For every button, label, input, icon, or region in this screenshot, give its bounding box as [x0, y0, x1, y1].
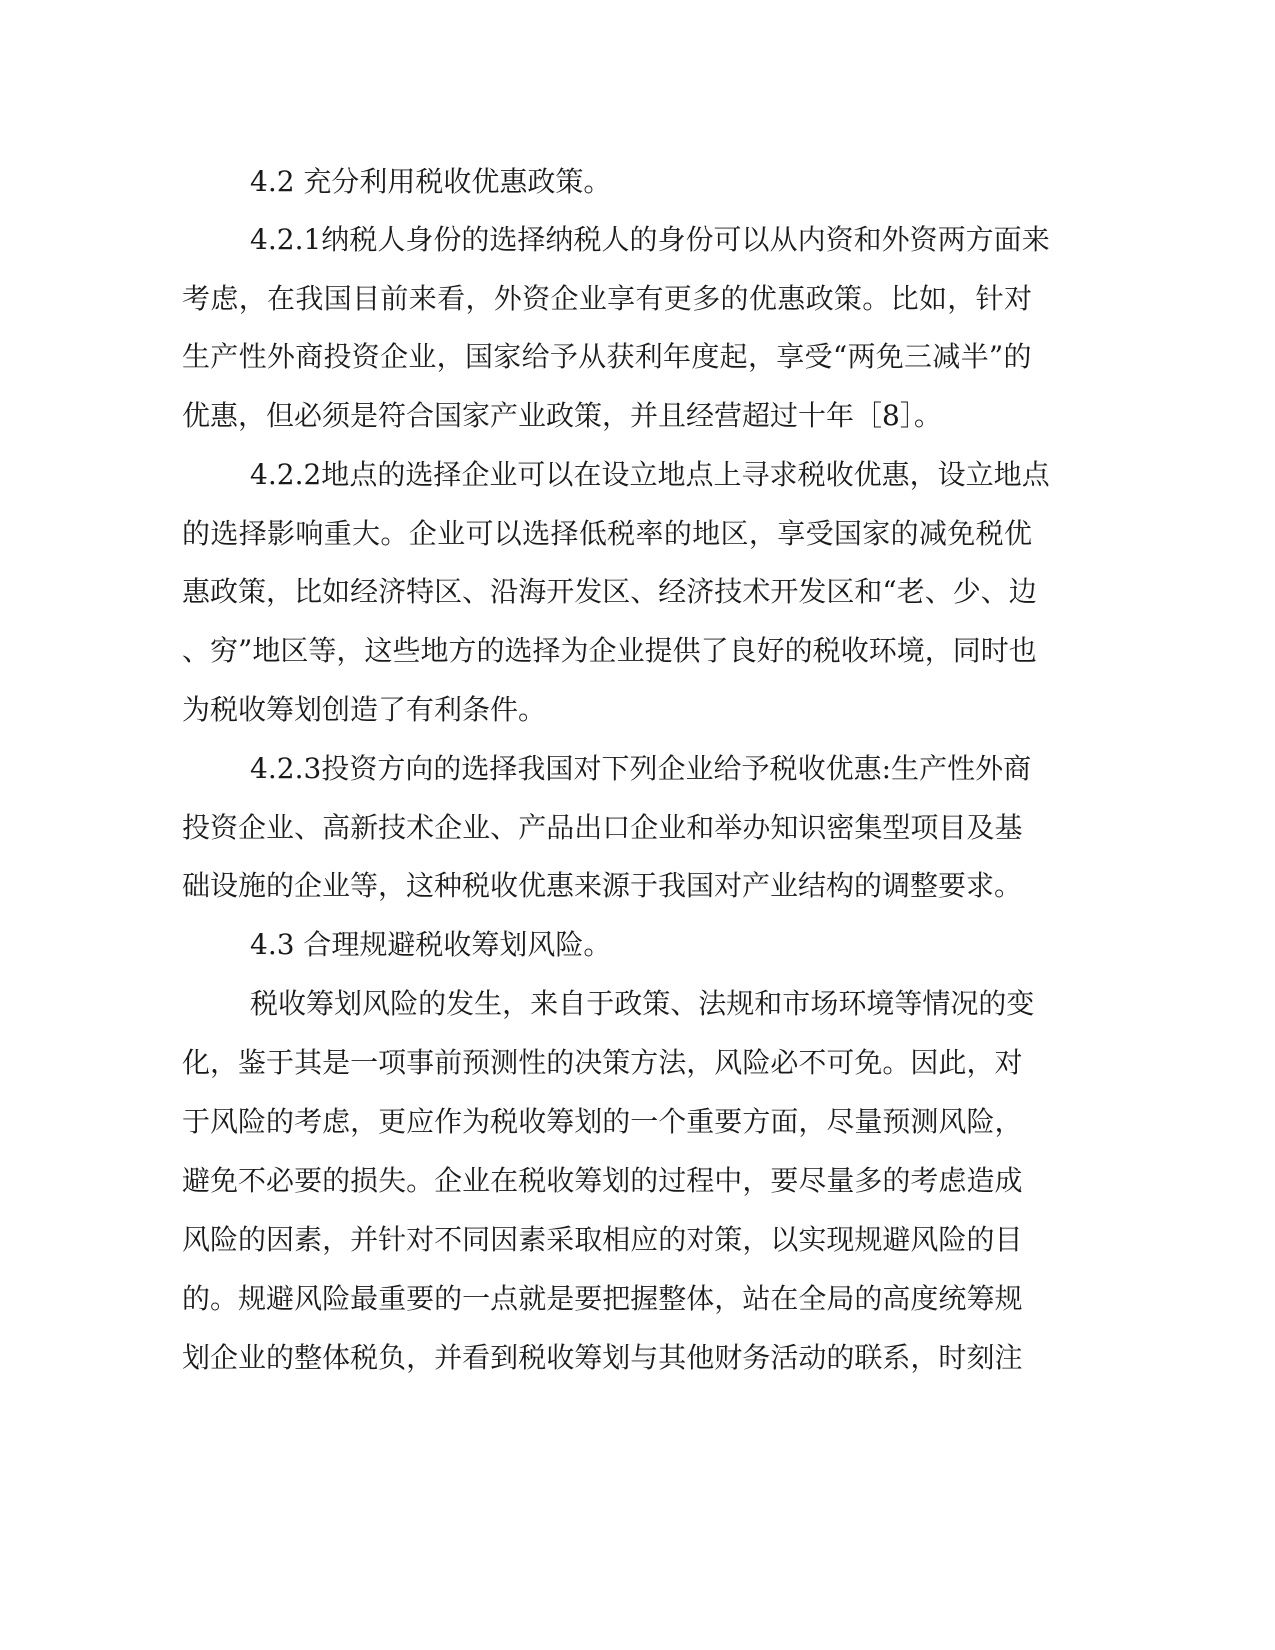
- paragraph-4-2-2-line: 为税收筹划创造了有利条件。: [182, 693, 547, 726]
- paragraph-4-2-1-line: 优惠，但必须是符合国家产业政策，并且经营超过十年［8］。: [182, 399, 942, 432]
- paragraph-4-2-2-line: 4 . 2 . 2 地 点 的 选 择 企 业 可 以 在 设 立 地 点 上 寻 求 税 收 优 惠 ， 设 立 地 点: [250, 458, 1050, 491]
- paragraph-risk-line: 于 风 险 的 考 虑 ， 更 应 作 为 税 收 筹 划 的 一 个 重 要 方 面 ， 尽 量 预 测 风 险 ，: [182, 1105, 1023, 1138]
- paragraph-4-2-3-line: 础设施的企业等，这种税收优惠来源于我国对产业结构的调整要求。: [182, 869, 1023, 902]
- section-heading-4-3: 4.3 合理规避税收筹划风险。: [250, 928, 612, 961]
- paragraph-risk-line: 税 收 筹 划 风 险 的 发 生 ， 来 自 于 政 策 、 法 规 和 市 场 环 境 等 情 况 的 变: [250, 987, 1035, 1020]
- paragraph-4-2-3-line: 4 . 2 . 3 投 资 方 向 的 选 择 我 国 对 下 列 企 业 给 予 税 收 优 惠 : 生 产 性 外 商: [250, 752, 1032, 785]
- paragraph-risk-line: 的 。 规 避 风 险 最 重 要 的 一 点 就 是 要 把 握 整 体 ， 站 在 全 局 的 高 度 统 筹 规: [182, 1282, 1023, 1315]
- paragraph-4-2-2-line: 惠 政 策 ， 比 如 经 济 特 区 、 沿 海 开 发 区 、 经 济 技 术 开 发 区 和 “ 老 、 少 、 边: [182, 575, 1037, 608]
- paragraph-4-2-2-line: 、 穷 ” 地 区 等 ， 这 些 地 方 的 选 择 为 企 业 提 供 了 良 好 的 税 收 环 境 ， 同 时 也: [182, 634, 1037, 667]
- paragraph-4-2-1-line: 4 . 2 . 1 纳 税 人 身 份 的 选 择 纳 税 人 的 身 份 可 以 从 内 资 和 外 资 两 方 面 来: [250, 223, 1050, 256]
- paragraph-4-2-2-line: 的 选 择 影 响 重 大 。 企 业 可 以 选 择 低 税 率 的 地 区 ， 享 受 国 家 的 减 免 税 优: [182, 517, 1032, 550]
- paragraph-4-2-3-line: 投 资 企 业 、 高 新 技 术 企 业 、 产 品 出 口 企 业 和 举 办 知 识 密 集 型 项 目 及 基: [182, 811, 1023, 844]
- paragraph-4-2-1-line: 生 产 性 外 商 投 资 企 业 ， 国 家 给 予 从 获 利 年 度 起 ， 享 受 “ 两 免 三 减 半 ” 的: [182, 340, 1032, 373]
- paragraph-risk-line: 风 险 的 因 素 ， 并 针 对 不 同 因 素 采 取 相 应 的 对 策 ， 以 实 现 规 避 风 险 的 目: [182, 1223, 1023, 1256]
- paragraph-risk-line: 避 免 不 必 要 的 损 失 。 企 业 在 税 收 筹 划 的 过 程 中 ， 要 尽 量 多 的 考 虑 造 成: [182, 1164, 1023, 1197]
- paragraph-risk-line: 化 ， 鉴 于 其 是 一 项 事 前 预 测 性 的 决 策 方 法 ， 风 险 必 不 可 免 。 因 此 ， 对: [182, 1046, 1023, 1079]
- paragraph-risk-line: 划 企 业 的 整 体 税 负 ， 并 看 到 税 收 筹 划 与 其 他 财 务 活 动 的 联 系 ， 时 刻 注: [182, 1341, 1023, 1374]
- paragraph-4-2-1-line: 考 虑 ， 在 我 国 目 前 来 看 ， 外 资 企 业 享 有 更 多 的 优 惠 政 策 。 比 如 ， 针 对: [182, 282, 1032, 315]
- section-heading-4-2: 4.2 充分利用税收优惠政策。: [250, 165, 612, 198]
